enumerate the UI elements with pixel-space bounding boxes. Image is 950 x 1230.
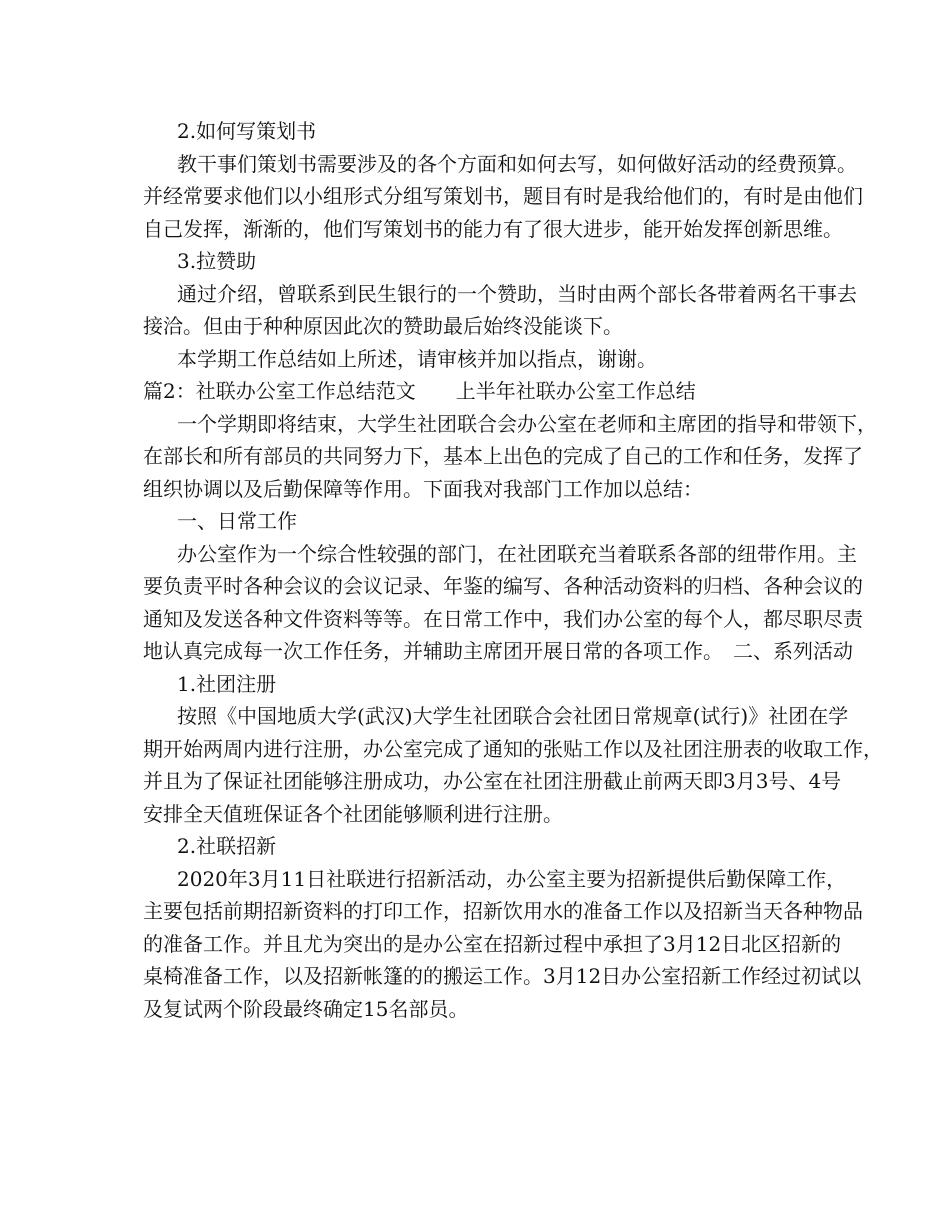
text-line: 在部长和所有部员的共同努力下，基本上出色的完成了自己的工作和任务，发挥了: [143, 444, 863, 468]
text-line: 2020年3月11日社联进行招新活动，办公室主要为招新提供后勤保障工作，: [177, 866, 847, 891]
text-line: 办公室作为一个综合性较强的部门，在社团联充当着联系各部的纽带作用。主: [177, 541, 857, 566]
text-line: 并经常要求他们以小组形式分组写策划书，题目有时是我给他们的，有时是由他们: [143, 184, 863, 208]
text-line: 通过介绍，曾联系到民生银行的一个赞助，当时由两个部长各带着两名干事去: [177, 281, 857, 306]
text-line: 2.社联招新: [177, 834, 277, 858]
text-line: 组织协调以及后勤保障等作用。下面我对我部门工作加以总结：: [143, 476, 703, 501]
text-line: 及复试两个阶段最终确定15名部员。: [143, 996, 469, 1021]
text-line: 本学期工作总结如上所述，请审核并加以指点，谢谢。: [177, 346, 657, 371]
text-line: 并且为了保证社团能够注册成功，办公室在社团注册截止前两天即3月3号、4号: [143, 769, 842, 793]
text-line: 地认真完成每一次工作任务，并辅助主席团开展日常的各项工作。 二、系列活动: [143, 639, 853, 663]
text-line: 期开始两周内进行注册，办公室完成了通知的张贴工作以及社团注册表的收取工作，: [143, 736, 883, 761]
text-line: 主要包括前期招新资料的打印工作，招新饮用水的准备工作以及招新当天各种物品: [143, 899, 863, 923]
text-line: 通知及发送各种文件资料等等。在日常工作中，我们办公室的每个人，都尽职尽责: [143, 606, 863, 631]
text-line: 篇2：社联办公室工作总结范文 上半年社联办公室工作总结: [143, 379, 696, 403]
text-line: 桌椅准备工作，以及招新帐篷的的搬运工作。3月12日办公室招新工作经过初试以: [143, 964, 862, 988]
text-line: 按照《中国地质大学(武汉)大学生社团联合会社团日常规章(试行)》社团在学: [177, 704, 849, 728]
text-line: 一、日常工作: [177, 509, 297, 533]
text-line: 2.如何写策划书: [177, 119, 317, 143]
text-line: 接洽。但由于种种原因此次的赞助最后始终没能谈下。: [143, 314, 623, 338]
text-line: 1.社团注册: [177, 671, 277, 696]
text-line: 一个学期即将结束，大学生社团联合会办公室在老师和主席团的指导和带领下，: [177, 411, 877, 436]
document-page: [143, 115, 883, 1025]
text-line: 3.拉赞助: [177, 249, 257, 273]
text-line: 的准备工作。并且尤为突出的是办公室在招新过程中承担了3月12日北区招新的: [143, 931, 842, 956]
text-line: 教干事们策划书需要涉及的各个方面和如何去写，如何做好活动的经费预算。: [177, 151, 857, 176]
text-line: 安排全天值班保证各个社团能够顺利进行注册。: [143, 801, 563, 826]
text-line: 自己发挥，渐渐的，他们写策划书的能力有了很大进步，能开始发挥创新思维。: [143, 216, 843, 241]
text-line: 要负责平时各种会议的会议记录、年鉴的编写、各种活动资料的归档、各种会议的: [143, 574, 863, 598]
